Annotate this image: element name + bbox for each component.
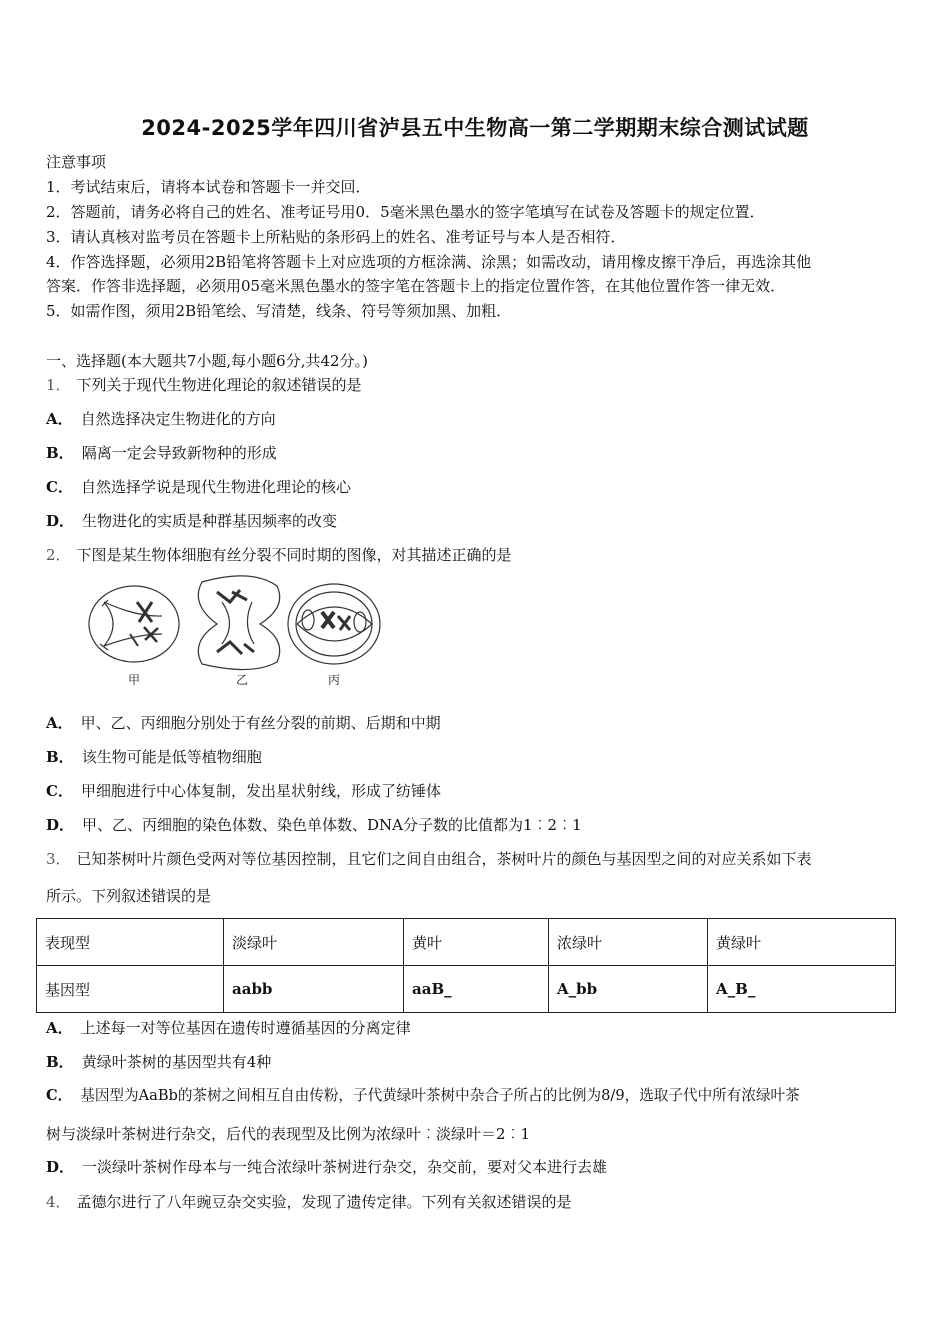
notice-item: 4．作答选择题，必须用2B铅笔将答题卡上对应选项的方框涂满、涂黑；如需改动，请用橡皮擦干净后，再选涂其他: [46, 253, 812, 271]
section-heading: 一、选择题(本大题共7小题,每小题6分,共42分。): [46, 352, 368, 370]
question-1: [46, 375, 362, 395]
option-letter: A．: [46, 1019, 73, 1037]
notice-item: 答案．作答非选择题，必须用05毫米黑色墨水的签字笔在答题卡上的指定位置作答，在其他位置作答一律无效．: [46, 277, 786, 295]
option-text: 一淡绿叶茶树作母本与一纯合浓绿叶茶树进行杂交，杂交前，要对父本进行去雄: [82, 1158, 608, 1176]
question-stem: 下图是某生物体细胞有丝分裂不同时期的图像，对其描述正确的是: [76, 546, 512, 564]
option-text: 生物进化的实质是种群基因频率的改变: [82, 512, 338, 530]
option-text: 该生物可能是低等植物细胞: [81, 748, 262, 766]
table-row: [37, 966, 896, 1013]
question-4: [46, 1192, 572, 1212]
option-letter: D．: [46, 1158, 75, 1176]
option-letter: C．: [46, 478, 73, 496]
mitosis-figure: [82, 572, 388, 692]
figure-label: 乙: [235, 673, 249, 687]
cell-bing-drawing: [288, 584, 380, 664]
option-text: 上述每一对等位基因在遗传时遵循基因的分离定律: [80, 1019, 411, 1037]
table-cell: 基因型: [37, 966, 224, 1013]
option-letter: A．: [46, 714, 73, 732]
question-2: [46, 545, 512, 565]
option-letter: B．: [46, 1053, 74, 1071]
q1-option-d: [46, 511, 337, 531]
cell-jia-drawing: [89, 586, 179, 662]
option-letter: D．: [46, 512, 75, 530]
table-cell: A_bb: [549, 966, 708, 1013]
notice-item: 1．考试结束后，请将本试卷和答题卡一并交回．: [46, 178, 371, 196]
table-cell: 表现型: [37, 919, 224, 966]
question-3-stem-cont: 所示。下列叙述错误的是: [46, 887, 212, 905]
option-letter: B．: [46, 748, 74, 766]
q3-option-c-cont: [46, 1124, 530, 1144]
option-letter: B．: [46, 444, 74, 462]
q1-option-a: [46, 409, 276, 429]
option-text: 甲细胞进行中心体复制，发出星状射线，形成了纺锤体: [80, 782, 441, 800]
table-cell: 浓绿叶: [549, 919, 708, 966]
q2-option-a: [46, 713, 441, 733]
genotype-table: [36, 918, 896, 1013]
q1-option-b: [46, 443, 277, 463]
notice-heading: 注意事项: [46, 153, 107, 171]
option-text: 自然选择决定生物进化的方向: [80, 410, 276, 428]
question-3: [46, 849, 812, 869]
option-text: 基因型为AaBb的茶树之间相互自由传粉，子代黄绿叶茶树中杂合子所占的比例为8/9，选取子代中所有浓绿叶茶: [80, 1087, 800, 1104]
option-letter: C．: [46, 1087, 73, 1104]
option-letter: D．: [46, 816, 75, 834]
option-text: 甲、乙、丙细胞分别处于有丝分裂的前期、后期和中期: [80, 714, 441, 732]
q3-option-c: [46, 1086, 800, 1106]
q3-option-b: [46, 1052, 271, 1072]
table-cell: A_B_: [708, 966, 896, 1013]
option-text: 黄绿叶茶树的基因型共有4种: [81, 1053, 272, 1071]
table-row: [37, 919, 896, 966]
option-text: 自然选择学说是现代生物进化理论的核心: [80, 478, 351, 496]
option-text: 树与淡绿叶茶树进行杂交，后代的表现型及比例为浓绿叶︰淡绿叶＝2︰1: [46, 1125, 531, 1143]
q2-option-b: [46, 747, 262, 767]
figure-label: 甲: [127, 673, 141, 687]
option-text: 隔离一定会导致新物种的形成: [81, 444, 277, 462]
question-number: 1．: [46, 376, 71, 394]
cell-yi-drawing: [198, 576, 279, 670]
question-number: 3．: [46, 850, 71, 868]
question-stem: 下列关于现代生物进化理论的叙述错误的是: [76, 376, 362, 394]
question-stem: 已知茶树叶片颜色受两对等位基因控制，且它们之间自由组合，茶树叶片的颜色与基因型之间的对应关系如下表: [76, 850, 812, 868]
q1-option-c: [46, 477, 351, 497]
notice-item: 2．答题前，请务必将自己的姓名、准考证号用0．5毫米黑色墨水的签字笔填写在试卷及答题卡的规定位置．: [46, 203, 765, 221]
option-letter: A．: [46, 410, 73, 428]
notice-item: 3．请认真核对监考员在答题卡上所粘贴的条形码上的姓名、准考证号与本人是否相符．: [46, 228, 626, 246]
option-letter: C．: [46, 782, 73, 800]
question-number: 4．: [46, 1193, 71, 1211]
option-text: 甲、乙、丙细胞的染色体数、染色单体数、DNA分子数的比值都为1︰2︰1: [82, 816, 582, 834]
figure-label: 丙: [327, 673, 341, 687]
table-cell: aaB_: [404, 966, 549, 1013]
table-cell: aabb: [224, 966, 404, 1013]
q3-option-d: [46, 1157, 607, 1177]
table-cell: 淡绿叶: [224, 919, 404, 966]
table-cell: 黄绿叶: [708, 919, 896, 966]
q2-option-c: [46, 781, 441, 801]
page-title: 2024-2025学年四川省泸县五中生物高一第二学期期末综合测试试题: [141, 116, 809, 140]
q3-option-a: [46, 1018, 411, 1038]
question-stem: 孟德尔进行了八年豌豆杂交实验，发现了遗传定律。下列有关叙述错误的是: [76, 1193, 572, 1211]
table-cell: 黄叶: [404, 919, 549, 966]
q2-option-d: [46, 815, 582, 835]
question-number: 2．: [46, 546, 71, 564]
notice-item: 5．如需作图，须用2B铅笔绘、写清楚，线条、符号等须加黑、加粗．: [46, 302, 512, 320]
